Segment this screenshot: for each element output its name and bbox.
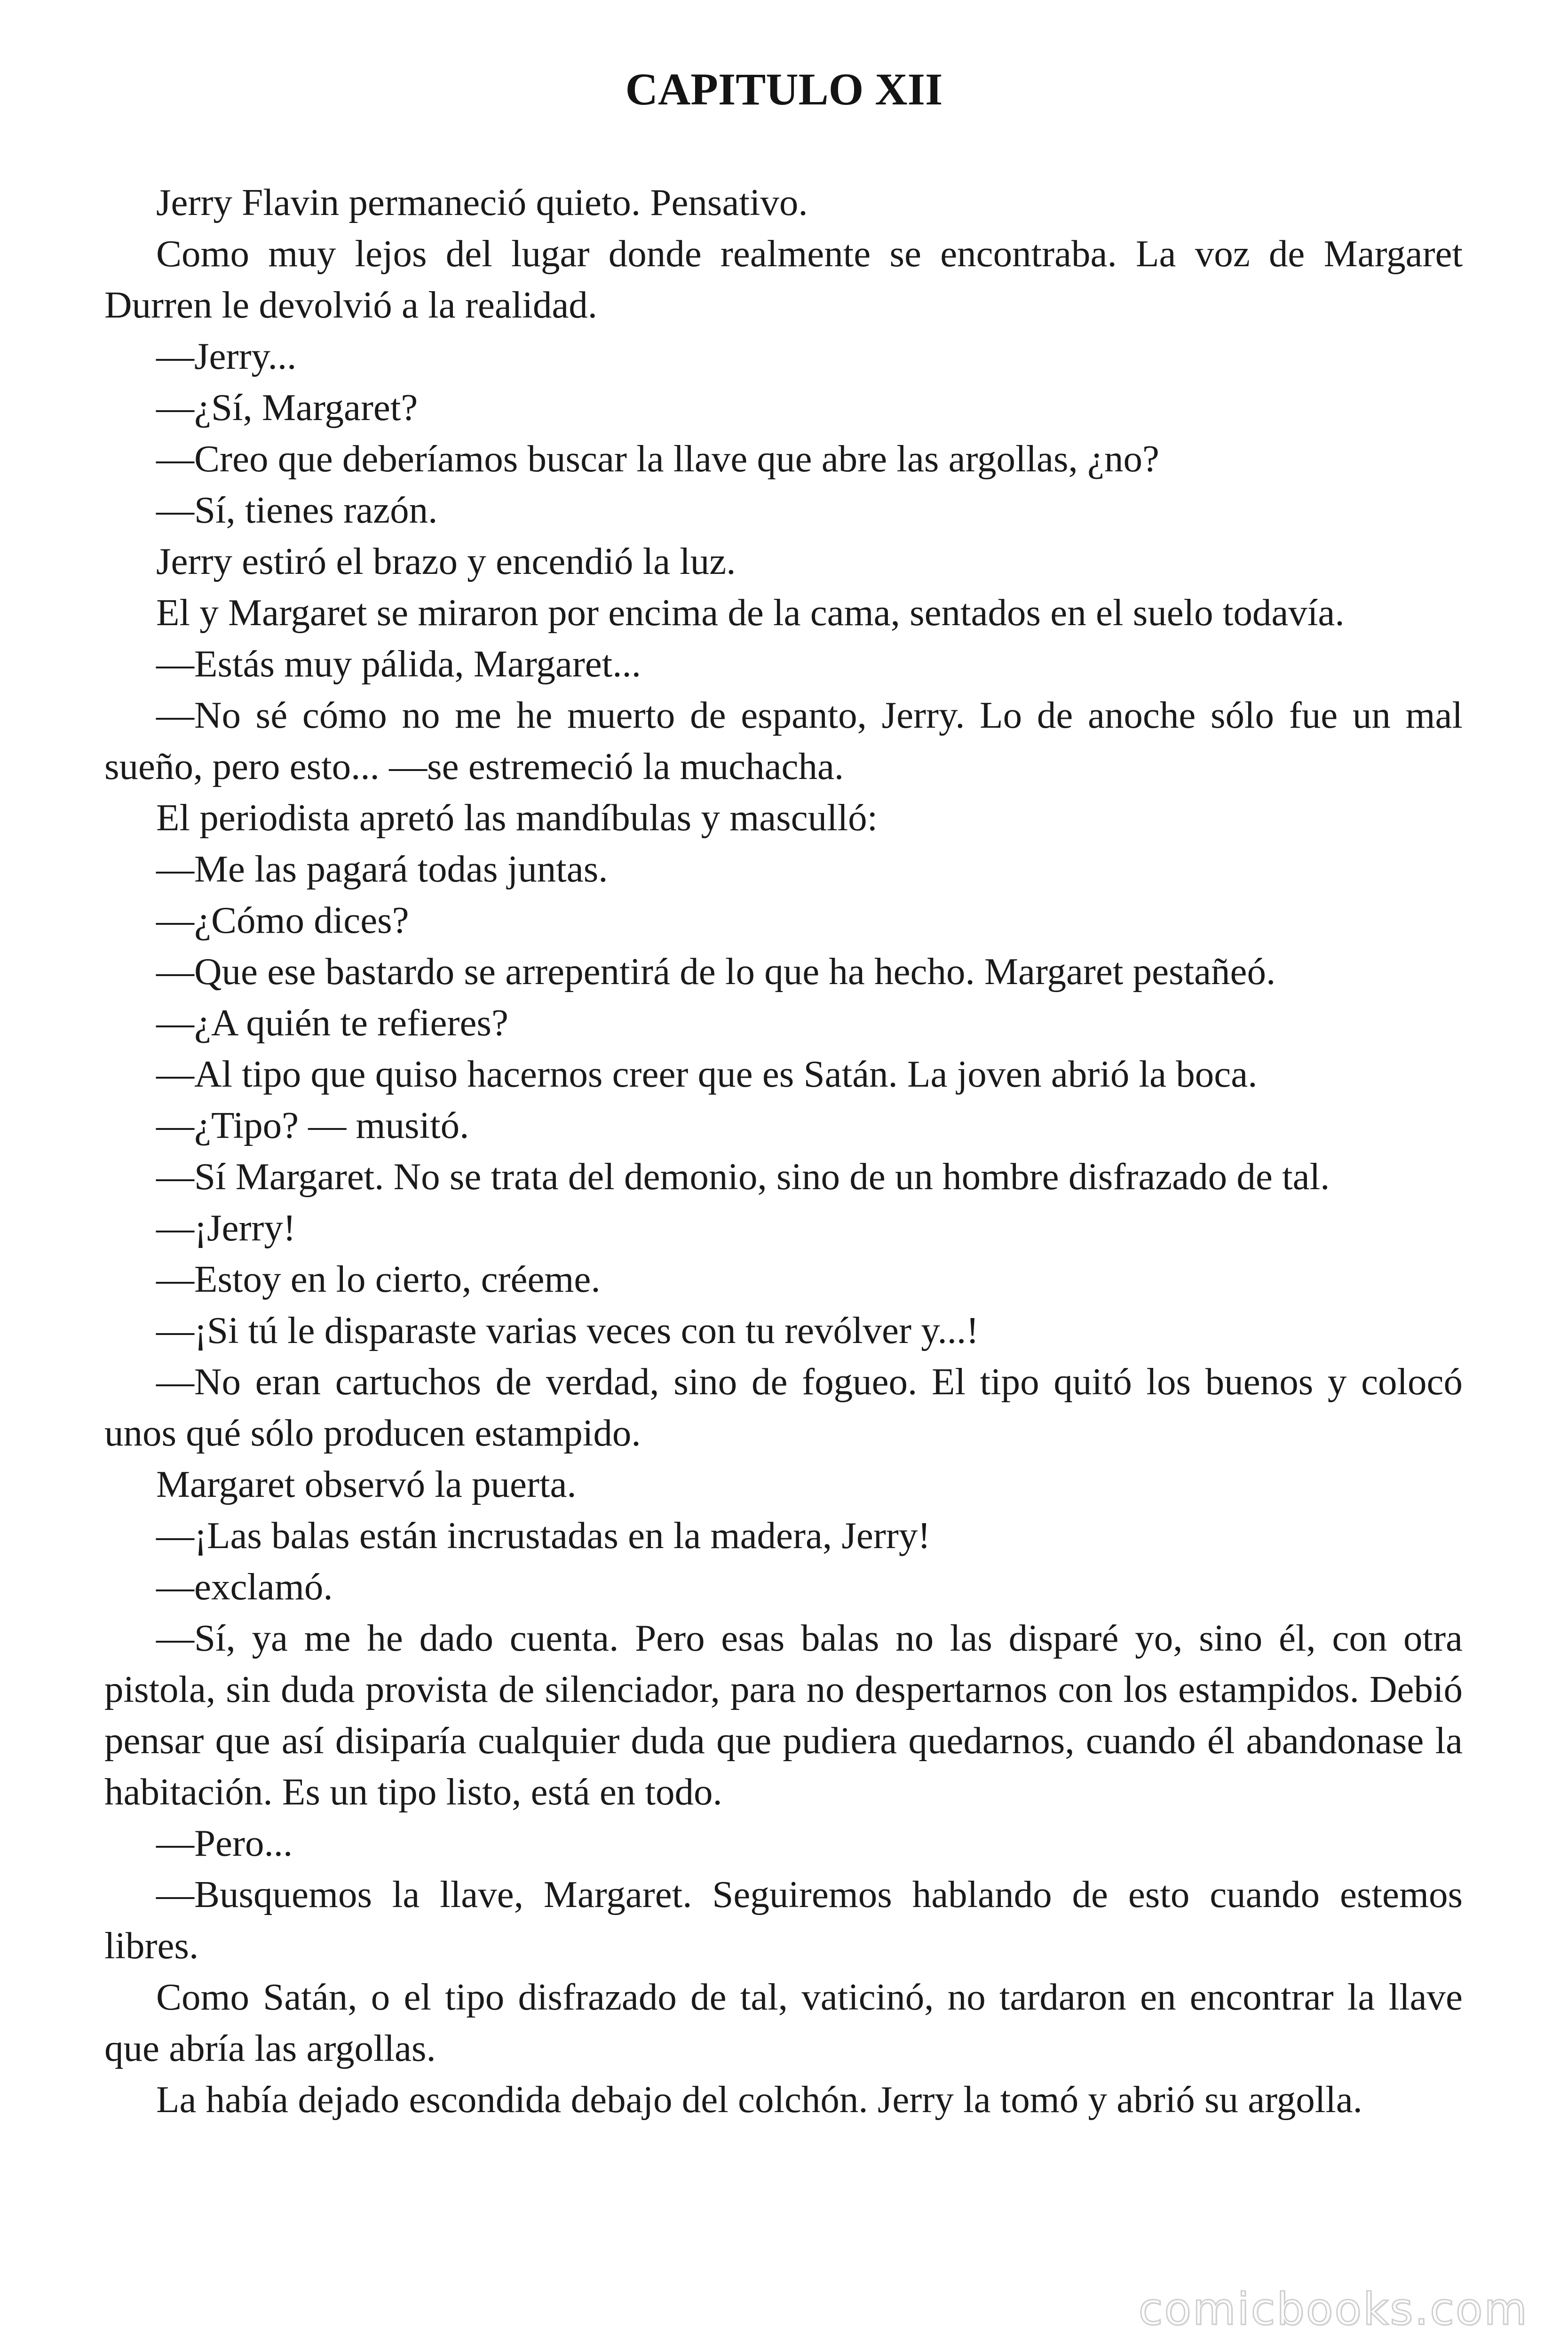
paragraph: El y Margaret se miraron por encima de la cama, sentados en el suelo todavía. xyxy=(156,591,1345,634)
paragraph: —Sí, tienes razón. xyxy=(156,489,438,531)
paragraph: —¿Sí, Margaret? xyxy=(156,386,418,429)
paragraph: —Creo que deberíamos buscar la llave que abre las argollas, ¿no? xyxy=(156,437,1159,480)
paragraph: —exclamó. xyxy=(156,1565,333,1608)
paragraph: —Estoy en lo cierto, créeme. xyxy=(156,1258,601,1300)
paragraph: Jerry estiró el brazo y encendió la luz. xyxy=(156,540,736,582)
paragraph: La había dejado escondida debajo del colchón. Jerry la tomó y abrió su argolla. xyxy=(156,2078,1362,2121)
paragraph: —Sí, ya me he dado cuenta. Pero esas balas no las disparé yo, sino él, con otra pistola, sin duda provista de silenciador, para no despertarnos con los estampidos. Debió pensar que así disiparía cualquier duda que pudiera quedarnos, cuando él abandonase la habitación. Es un tipo listo, está en todo. xyxy=(104,1617,1463,1813)
paragraph: —Pero... xyxy=(156,1822,293,1864)
paragraph: —Que ese bastardo se arrepentirá de lo que ha hecho. Margaret pestañeó. xyxy=(156,950,1276,993)
paragraph: —¿Tipo? — musitó. xyxy=(156,1104,469,1146)
paragraph: —¿Cómo dices? xyxy=(156,899,409,941)
chapter-body xyxy=(104,177,1463,2125)
paragraph: —Me las pagará todas juntas. xyxy=(156,848,608,890)
paragraph: —No eran cartuchos de verdad, sino de fogueo. El tipo quitó los buenos y colocó unos qué sólo producen estampido. xyxy=(104,1360,1463,1454)
paragraph: Como Satán, o el tipo disfrazado de tal, vaticinó, no tardaron en encontrar la llave que abría las argollas. xyxy=(104,1976,1463,2069)
paragraph: Jerry Flavin permaneció quieto. Pensativo. xyxy=(156,181,808,223)
paragraph: —¿A quién te refieres? xyxy=(156,1001,508,1044)
paragraph: Como muy lejos del lugar donde realmente se encontraba. La voz de Margaret Durren le devolvió a la realidad. xyxy=(104,232,1463,326)
paragraph: —Jerry... xyxy=(156,335,297,377)
paragraph: —¡Jerry! xyxy=(156,1207,296,1249)
watermark: comicbooks.com xyxy=(1138,2284,1528,2335)
paragraph: —¡Las balas están incrustadas en la madera, Jerry! xyxy=(156,1514,931,1557)
paragraph: —Al tipo que quiso hacernos creer que es Satán. La joven abrió la boca. xyxy=(156,1053,1258,1095)
paragraph: Margaret observó la puerta. xyxy=(156,1463,577,1505)
paragraph: El periodista apretó las mandíbulas y masculló: xyxy=(156,796,878,839)
paragraph: —¡Si tú le disparaste varias veces con tu revólver y...! xyxy=(156,1309,979,1351)
paragraph: —No sé cómo no me he muerto de espanto, Jerry. Lo de anoche sólo fue un mal sueño, pero esto... —se estremeció la muchacha. xyxy=(104,694,1463,787)
chapter-title: CAPITULO XII xyxy=(625,64,943,114)
paragraph: —Busquemos la llave, Margaret. Seguiremos hablando de esto cuando estemos libres. xyxy=(104,1873,1463,1967)
paragraph: —Estás muy pálida, Margaret... xyxy=(156,643,641,685)
paragraph: —Sí Margaret. No se trata del demonio, sino de un hombre disfrazado de tal. xyxy=(156,1155,1330,1198)
